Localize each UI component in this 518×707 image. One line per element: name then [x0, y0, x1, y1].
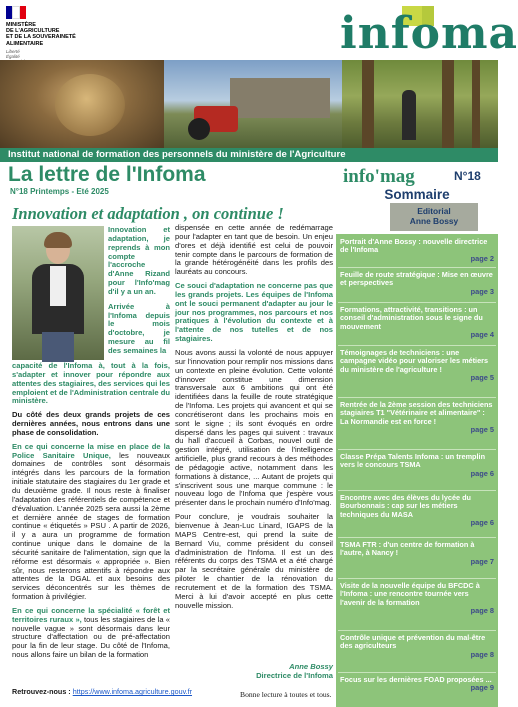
psu-text: les nouveaux domaines de contrôles sont désormais intégrés dans les parcours de la formation initiale statutaire des stagiaires du 1er grade et du deuxième grade. Il nous reste à finaliser l'adaptation des référentiels de compétence et d'évaluation. L'année 2025 sera aussi la 2ème et dernière année de stages de formation continue « étiquetés » PSU . A partir de 2026, il y a aura un programme de formation continue unique dans le domaine de la sécurité sanitaire de l'alimentation, sign que la réforme est désormais « appropriée ». Bien sûr, nous resterons attentifs à répondre aux attentes de la DGAL et aux besoins des services déconcentrés sur les thèmes de formation à privilégier.	[12, 450, 170, 602]
paragraph-innovation: Nous avons aussi la volonté de nous appuyer sur l'innovation pour remplir nos missions dans un contexte en pleine évolution. Cette volonté d'innover constitue une dimension transversale aux 6 ambitions qui ont été identifiées dans la feuille de route stratégique de l'Infoma. Les projets qui avancent et qui se concrétiseront dans les prochains mois en sont le signe ; ils sont évoqués en ordre dispersé dans les pages qui suivent : travaux du hall d'accueil à Corbas, nouvel outil de gestion intégré, utilisation de l'intelligence artificielle, plus grand recours à des méthodes de pédagogie active, notamment dans les formations à distance, ... Autant de projets qui s'inscrivent sous une marque commune : le nouveau logo de l'Infoma que j'espère vous présenter dans le prochain numéro d'Info'mag.	[175, 347, 333, 508]
forest-photo	[342, 60, 498, 150]
page-title: La lettre de l'Infoma	[8, 163, 206, 186]
paragraph-consolidation: Du côté des deux grands projets de ces dernières années, nous entrons dans une phase de consolidation.	[12, 410, 170, 437]
paragraph-ftr	[12, 607, 170, 660]
toc-item[interactable]	[340, 541, 494, 566]
paragraph-continuation: dispensée en cette année de redémarrage pour l'adapter en tant que de besoin. Un enjeu d'ores et déjà identifié est celui de pouvoir tenir compte dans le parcours de formation de la grande hétérogénéité dans les profils des lauréats au concours.	[175, 223, 333, 277]
toc-item-page: page 6	[470, 518, 494, 528]
header-photo-strip	[0, 60, 498, 160]
toc-item-page: page 9	[470, 683, 494, 693]
issue-label: N°18 Printemps - Eté 2025	[10, 187, 109, 196]
infoma-logo	[338, 6, 518, 59]
toc-item-page: page 8	[470, 649, 494, 659]
toc-item-page: page 7	[470, 556, 494, 566]
paragraph-psu	[12, 443, 170, 602]
signature-name: Anne Bossy	[289, 662, 333, 671]
toc-item[interactable]	[340, 453, 494, 478]
toc-item[interactable]	[340, 494, 494, 528]
toc-item-title: Focus sur les dernières FOAD proposées ...	[340, 675, 492, 684]
toc-item-page: page 6	[470, 468, 494, 478]
toc-item[interactable]	[340, 271, 494, 296]
ministry-logo	[6, 6, 76, 62]
ministry-name: MINISTÈRE DE L'AGRICULTURE ET DE LA SOUVERAINETÉ ALIMENTAIRE	[6, 22, 76, 47]
intro-text: Innovation et adaptation, je reprends à mon compte l'accroche d'Anne Rizand pour l'Info'mag d'il y a un an.	[108, 225, 170, 296]
editorial-box[interactable]	[390, 203, 478, 231]
intro-column	[108, 226, 170, 356]
ftr-lead: En ce qui concerne la spécialité « forêt et territoires ruraux »,	[12, 605, 170, 624]
signature-block	[175, 663, 333, 680]
closing-line: Bonne lecture à toutes et tous.	[240, 690, 332, 699]
table-of-contents	[336, 234, 498, 707]
toc-item-title: Encontre avec des élèves du lycée du Bourbonnais : cap sur les métiers techniques du MASA	[340, 493, 472, 519]
infoma-logo-word: infoma	[340, 8, 518, 59]
footer-contact	[12, 687, 198, 696]
toc-item[interactable]	[340, 306, 494, 340]
toc-item[interactable]	[340, 676, 494, 693]
toc-item-title: Visite de la nouvelle équipe du BFCDC à l'Infoma : une rencontre tournée vers l'avenir de la formation	[340, 581, 480, 607]
mag-number: N°18	[454, 169, 481, 183]
institute-band	[0, 148, 498, 162]
psu-lead: En ce qui concerne la mise en place de la Police Sanitaire Unique,	[12, 441, 170, 460]
paragraph-conclusion: Pour conclure, je voudrais souhaiter la bienvenue à Jean-Luc Linard, IGAPS de la MAPS Centre-est, qui prend la suite de Bernard Viu, comme président du conseil d'administration de l'Infoma. Il est un des référents du corps des TSMA et a été chargé par la secrétaire générale du ministère de piloter le chantier de la rénovation du recrutement et de la formation des TSMA. Merci à lui d'avoir accepté en plus cette nouvelle mission.	[175, 512, 333, 610]
toc-item[interactable]	[340, 582, 494, 616]
ftr-text: tous les stagiaires de la « nouvelle vague » sont désormais dans leur structure d'affectation ou de pré-affectation pour la fin de leur stage. Du côté de l'Infoma, nous allons faire un bilan de la formation	[12, 614, 170, 660]
toc-item[interactable]	[340, 634, 494, 659]
toc-item[interactable]	[340, 238, 494, 263]
toc-item-page: page 5	[470, 373, 494, 383]
toc-item-page: page 2	[470, 253, 494, 263]
website-link[interactable]: https://www.infoma.agriculture.gouv.fr	[72, 687, 193, 696]
newsletter-title-block	[0, 162, 337, 198]
contents-heading: Sommaire	[384, 187, 450, 202]
french-flag-icon	[6, 6, 26, 19]
article-column-2	[175, 224, 333, 615]
director-portrait	[12, 226, 104, 360]
editorial-label: Editorial	[417, 206, 451, 216]
farm-tractor-photo	[164, 60, 342, 150]
toc-item-title: Feuille de route stratégique : Mise en œuvre et perspectives	[340, 270, 493, 288]
editorial-author: Anne Bossy	[409, 216, 459, 226]
toc-item-title: Classe Prépa Talents Infoma : un tremplin vers le concours TSMA	[340, 452, 486, 470]
toc-item[interactable]	[340, 349, 494, 383]
institute-name: Institut national de formation des personnels du ministère de l'Agriculture	[8, 149, 346, 160]
toc-item-title: Témoignages de techniciens : une campagne vidéo pour valoriser les métiers du ministère de l'agriculture !	[340, 348, 489, 374]
republic-motto: Liberté Égalité	[6, 48, 20, 59]
toc-item-page: page 3	[470, 286, 494, 296]
mag-title: info'mag	[343, 166, 415, 187]
seal-photo	[0, 60, 164, 150]
article-headline: Innovation et adaptation , on continue !	[12, 204, 284, 223]
toc-item-page: page 8	[470, 606, 494, 616]
signature-role: Directrice de l'Infoma	[256, 670, 333, 680]
intro-text-3: capacité de l'Infoma à, tout à la fois, s'adapter et innover pour répondre aux attentes des stagiaires, des services qui les emploient et de l'Administration centrale du ministère.	[12, 361, 170, 406]
toc-item-page: page 4	[470, 330, 494, 340]
footer-label: Retrouvez-nous :	[12, 687, 71, 696]
toc-item-title: Portrait d'Anne Bossy : nouvelle directrice de l'Infoma	[340, 237, 488, 255]
toc-item-title: TSMA FTR : d'un centre de formation à l'autre, à Nancy !	[340, 540, 475, 558]
toc-item[interactable]	[340, 401, 494, 435]
sidebar	[336, 162, 498, 707]
toc-item-title: Formations, attractivité, transitions : un conseil d'administration sous le signe du mouvement	[340, 305, 483, 331]
toc-item-title: Rentrée de la 2ème session des techniciens stagiaires T1 "Vétérinaire et alimentaire" : La Normandie est en force !	[340, 400, 493, 426]
paragraph-adaptation: Ce souci d'adaptation ne concerne pas que les grands projets. Les équipes de l'Infoma ont le souci permanent d'adapter au jour le jour nos programmes, nos parcours et nos pratiques à l'évolution du contexte et à l'attente de nos tutelles et de nos stagiaires.	[175, 281, 333, 344]
toc-item-title: Contrôle unique et prévention du mal-être des agriculteurs	[340, 633, 486, 651]
toc-item-page: page 5	[470, 425, 494, 435]
article-column-1	[12, 362, 170, 665]
intro-text-2: Arrivée à l'Infoma depuis le mois d'octobre, je mesure au fil des semaines la	[108, 301, 170, 355]
